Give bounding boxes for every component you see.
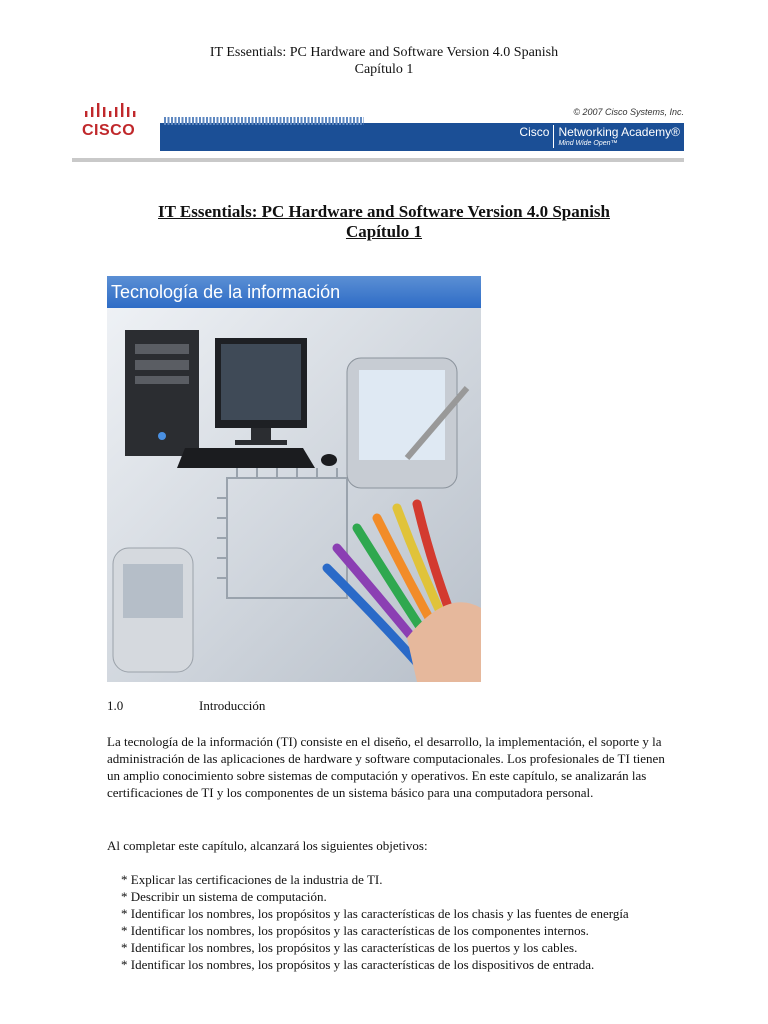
pda-device-icon bbox=[347, 358, 467, 488]
list-item: * Explicar las certificaciones de la industria de TI. bbox=[121, 872, 383, 887]
brand-tagline: Mind Wide Open™ bbox=[558, 140, 618, 147]
brand-academy-block bbox=[554, 125, 680, 148]
list-item: * Identificar los nombres, los propósitos y las características de los puertos y los cables. bbox=[121, 940, 578, 955]
banner-blue-bar bbox=[160, 123, 684, 151]
brand-academy: Networking Academy® bbox=[558, 125, 680, 139]
objectives-list bbox=[107, 871, 667, 973]
cisco-wordmark: CISCO bbox=[82, 122, 136, 139]
running-header bbox=[0, 44, 768, 78]
running-header-title: IT Essentials: PC Hardware and Software Version 4.0 Spanish bbox=[209, 45, 559, 60]
title-line-1: IT Essentials: PC Hardware and Software Version 4.0 Spanish bbox=[158, 202, 610, 221]
figure-caption: Tecnología de la información bbox=[107, 276, 481, 308]
list-item: * Describir un sistema de computación. bbox=[121, 889, 327, 904]
section-number: 1.0 bbox=[107, 698, 124, 713]
list-item: * Identificar los nombres, los propósitos y las características de los chasis y las fuentes de energía bbox=[121, 906, 629, 921]
brand-cisco: Cisco bbox=[519, 125, 554, 148]
networking-academy-brand bbox=[519, 125, 680, 148]
section-heading bbox=[107, 698, 265, 714]
banner-ticks bbox=[164, 117, 364, 125]
cisco-banner bbox=[72, 100, 684, 162]
copyright-notice: © 2007 Cisco Systems, Inc. bbox=[573, 107, 684, 117]
objectives-lead: Al completar este capítulo, alcanzará los siguientes objetivos: bbox=[107, 838, 428, 853]
intro-paragraph: La tecnología de la información (TI) consiste en el diseño, el desarrollo, la implementación, el soporte y la administración de las aplicaciones de hardware y software computacionales. Los profesionales de TI tienen un amplio conocimiento sobre sistemas de computación y operativos. En este capítulo, se analizarán las certificaciones de TI y los componentes de un sistema básico para una computadora personal. bbox=[107, 734, 665, 800]
banner-rule bbox=[72, 158, 684, 162]
section-title: Introducción bbox=[199, 698, 266, 713]
it-illustration bbox=[107, 308, 481, 682]
cisco-bridge-icon bbox=[84, 102, 140, 120]
document-title bbox=[0, 202, 768, 242]
mobile-phone-icon bbox=[113, 548, 193, 672]
title-line-2: Capítulo 1 bbox=[345, 222, 423, 241]
it-figure bbox=[107, 276, 481, 682]
pc-tower-icon bbox=[125, 330, 199, 456]
cisco-logo bbox=[82, 100, 142, 144]
list-item: * Identificar los nombres, los propósitos y las características de los dispositivos de entrada. bbox=[121, 957, 595, 972]
running-header-chapter: Capítulo 1 bbox=[354, 62, 414, 77]
list-item: * Identificar los nombres, los propósitos y las características de los componentes internos. bbox=[121, 923, 589, 938]
